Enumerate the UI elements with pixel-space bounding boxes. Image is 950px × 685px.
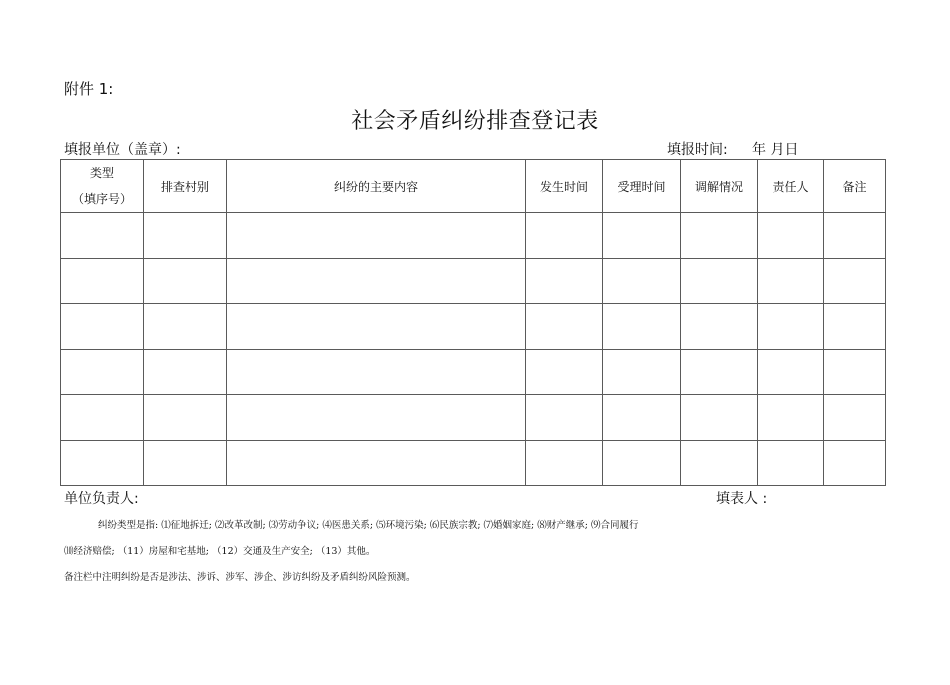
cell-occur-time[interactable] xyxy=(526,440,603,486)
form-filler-label: 填表人 : xyxy=(716,491,768,507)
cell-content[interactable] xyxy=(227,213,526,259)
cell-accept-time[interactable] xyxy=(603,304,681,350)
header-responsible: 责任人 xyxy=(758,160,824,213)
header-type xyxy=(61,160,144,213)
cell-village[interactable] xyxy=(144,395,227,441)
cell-mediation[interactable] xyxy=(681,304,758,350)
cell-content[interactable] xyxy=(227,349,526,395)
cell-mediation[interactable] xyxy=(681,395,758,441)
cell-type[interactable] xyxy=(61,440,144,486)
cell-content[interactable] xyxy=(227,440,526,486)
registration-table xyxy=(60,159,886,486)
cell-occur-time[interactable] xyxy=(526,213,603,259)
table-row xyxy=(61,440,886,486)
header-type-line2: （填序号） xyxy=(71,192,132,206)
remark-note: 备注栏中注明纠纷是否是涉法、涉诉、涉军、涉企、涉访纠纷及矛盾纠纷风险预测。 xyxy=(64,572,416,583)
cell-type[interactable] xyxy=(61,304,144,350)
cell-remark[interactable] xyxy=(824,258,886,304)
unit-head-label: 单位负责人: xyxy=(64,491,139,507)
cell-type[interactable] xyxy=(61,213,144,259)
cell-responsible[interactable] xyxy=(758,258,824,304)
cell-content[interactable] xyxy=(227,395,526,441)
cell-mediation[interactable] xyxy=(681,349,758,395)
cell-village[interactable] xyxy=(144,440,227,486)
fill-unit-label: 填报单位（盖章）: xyxy=(64,142,181,158)
cell-responsible[interactable] xyxy=(758,440,824,486)
header-remark: 备注 xyxy=(824,160,886,213)
cell-remark[interactable] xyxy=(824,349,886,395)
cell-responsible[interactable] xyxy=(758,395,824,441)
table-row xyxy=(61,258,886,304)
table-row xyxy=(61,213,886,259)
document-title: 社会矛盾纠纷排查登记表 xyxy=(351,109,599,134)
cell-occur-time[interactable] xyxy=(526,258,603,304)
cell-remark[interactable] xyxy=(824,395,886,441)
cell-content[interactable] xyxy=(227,258,526,304)
header-mediation: 调解情况 xyxy=(681,160,758,213)
cell-occur-time[interactable] xyxy=(526,349,603,395)
cell-type[interactable] xyxy=(61,258,144,304)
header-occur-time: 发生时间 xyxy=(526,160,603,213)
cell-mediation[interactable] xyxy=(681,213,758,259)
cell-accept-time[interactable] xyxy=(603,213,681,259)
fill-time-label: 填报时间: xyxy=(667,142,728,158)
cell-accept-time[interactable] xyxy=(603,258,681,304)
fill-time-year-month: 年 月日 xyxy=(752,142,799,158)
cell-remark[interactable] xyxy=(824,440,886,486)
dispute-type-note: 纠纷类型是指: ⑴征地拆迁; ⑵改革改制; ⑶劳动争议; ⑷医患关系; ⑸环境污染; ⑹民族宗教; ⑺婚姻家庭; ⑻财产继承; ⑼合同履行 xyxy=(98,520,639,531)
cell-village[interactable] xyxy=(144,213,227,259)
cell-occur-time[interactable] xyxy=(526,304,603,350)
header-village: 排查村别 xyxy=(144,160,227,213)
cell-remark[interactable] xyxy=(824,213,886,259)
cell-remark[interactable] xyxy=(824,304,886,350)
header-type-line1: 类型 xyxy=(89,166,114,180)
cell-occur-time[interactable] xyxy=(526,395,603,441)
cell-mediation[interactable] xyxy=(681,258,758,304)
cell-accept-time[interactable] xyxy=(603,395,681,441)
cell-responsible[interactable] xyxy=(758,304,824,350)
cell-accept-time[interactable] xyxy=(603,349,681,395)
dispute-type-note-cont: ⑽经济赔偿; （11）房屋和宅基地; （12）交通及生产安全; （13）其他。 xyxy=(64,546,376,557)
header-accept-time: 受理时间 xyxy=(603,160,681,213)
cell-village[interactable] xyxy=(144,349,227,395)
attachment-label: 附件 1: xyxy=(64,80,114,98)
header-content: 纠纷的主要内容 xyxy=(227,160,526,213)
cell-village[interactable] xyxy=(144,258,227,304)
table-row xyxy=(61,395,886,441)
cell-type[interactable] xyxy=(61,349,144,395)
cell-responsible[interactable] xyxy=(758,349,824,395)
cell-mediation[interactable] xyxy=(681,440,758,486)
cell-village[interactable] xyxy=(144,304,227,350)
cell-accept-time[interactable] xyxy=(603,440,681,486)
table-row xyxy=(61,304,886,350)
cell-responsible[interactable] xyxy=(758,213,824,259)
cell-type[interactable] xyxy=(61,395,144,441)
table-row xyxy=(61,349,886,395)
cell-content[interactable] xyxy=(227,304,526,350)
table-header-row xyxy=(61,160,886,213)
